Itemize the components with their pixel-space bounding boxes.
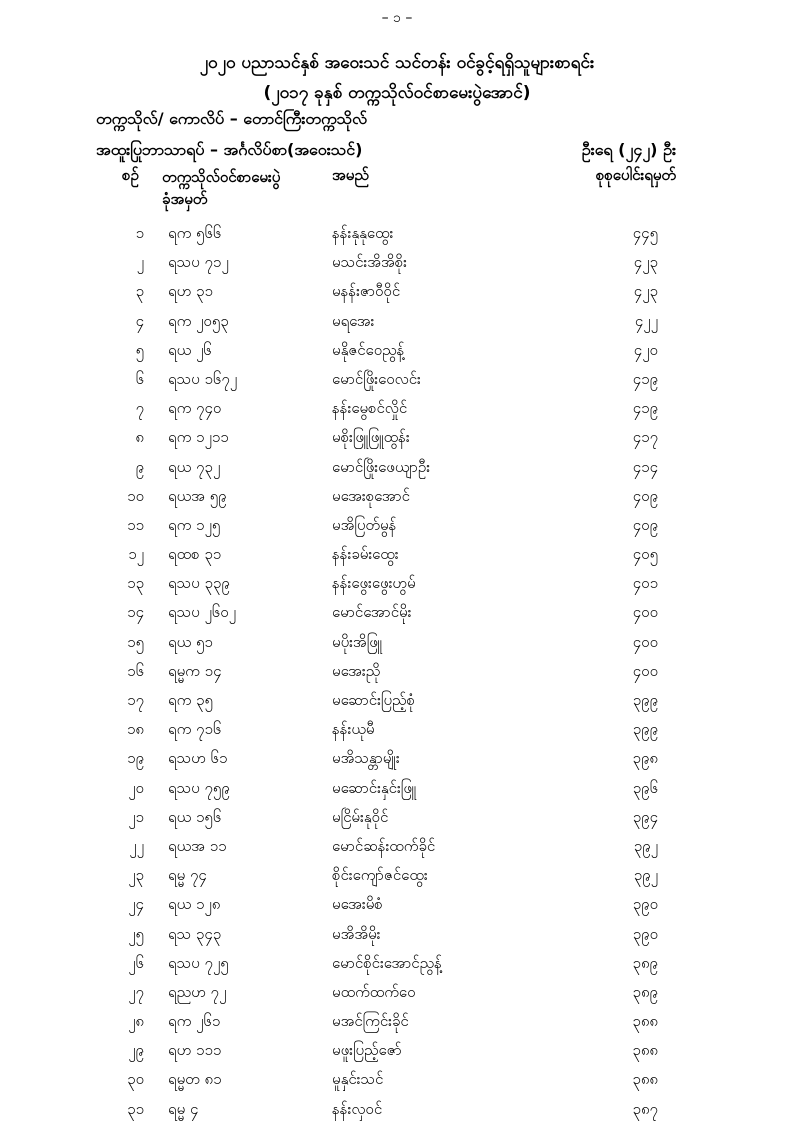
cell-name: မစိုးဖြူဖြူထွန်း	[332, 428, 410, 447]
cell-marks: ၄၀၅	[632, 545, 658, 564]
table-row	[0, 775, 794, 804]
cell-roll: ရသပ ၇၁၂	[168, 253, 229, 272]
cell-roll: ရက ၇၁၆	[168, 720, 222, 739]
cell-name: မသင်းအိအိစိုး	[332, 253, 407, 272]
cell-roll: ရက ၁၂၁၁	[168, 428, 229, 447]
table-row	[0, 1037, 794, 1066]
cell-marks: ၄၁၉	[632, 369, 658, 388]
cell-no: ၁၈	[126, 720, 144, 739]
table-row	[0, 1096, 794, 1125]
cell-no: ၂၈	[128, 1012, 144, 1031]
table-row	[0, 862, 794, 891]
cell-no: ၁၂	[128, 545, 144, 564]
cell-name: မရအေး	[332, 311, 375, 330]
cell-roll: ရယအ ၅၉	[168, 486, 227, 505]
cell-marks: ၄၀၉	[632, 515, 658, 534]
subject-label: အထူးပြုဘာသာရပ် – အင်္ဂလိပ်စာ(အဝေးသင်)	[96, 140, 363, 159]
header-roll	[162, 166, 280, 210]
cell-marks: ၃၉၀	[632, 924, 658, 943]
cell-no: ၁၉	[127, 749, 144, 768]
table-row	[0, 454, 794, 483]
cell-roll: ရက ၂၆၁	[168, 1012, 221, 1031]
cell-marks: ၃၉၉	[632, 691, 658, 709]
cell-roll: ရထစ ၃၁	[168, 545, 222, 564]
cell-name: နန်းဖွေးဖွေးဟွမ်	[332, 574, 416, 593]
table-row	[0, 979, 794, 1008]
cell-roll: ရက ၅၆၆	[168, 224, 222, 242]
cell-marks: ၃၉၉	[632, 720, 658, 739]
cell-no: ၁	[135, 224, 144, 242]
cell-roll: ရမ္မတ ၈၁	[168, 1070, 222, 1089]
table-row	[0, 541, 794, 570]
cell-marks: ၃၉၂	[633, 866, 658, 885]
cell-marks: ၃၈၇	[632, 1099, 658, 1118]
cell-name: မအိအိမိုး	[332, 924, 381, 943]
cell-name: နန်းလှဝင်	[332, 1099, 383, 1118]
cell-name: မငြိမ်းနုဝိုင်	[332, 807, 389, 826]
cell-no: ၂၄	[128, 895, 144, 914]
table-row	[0, 395, 794, 424]
cell-name: မဆောင်းပြည့်စုံ	[332, 691, 415, 709]
cell-roll: ရသပ ၂၆၀၂	[168, 603, 237, 622]
cell-marks: ၄၁၄	[632, 457, 658, 476]
cell-no: ၂၅	[128, 924, 144, 943]
cell-roll: ရမ္မ ၇၄	[168, 866, 207, 885]
table-row	[0, 424, 794, 453]
cell-no: ၇	[135, 399, 144, 418]
table-row	[0, 921, 794, 950]
cell-no: ၃၁	[127, 1099, 144, 1118]
cell-no: ၉	[135, 457, 144, 476]
cell-marks: ၃၈၉	[632, 982, 658, 1001]
cell-marks: ၃၈၈	[632, 1012, 658, 1031]
cell-name: မအေးမိစံ	[332, 895, 383, 914]
table-row	[0, 599, 794, 628]
table-row	[0, 1008, 794, 1037]
cell-marks: ၃၉၈	[632, 749, 658, 768]
cell-name: မောင်ဆန်းထက်ခိုင်	[332, 836, 436, 855]
cell-marks: ၄၁၇	[632, 428, 658, 447]
cell-no: ၈	[135, 428, 144, 447]
page-title: ၂၀၂၀ ပညာသင်နှစ် အဝေးသင် သင်တန်း ဝင်ခွင့်ရရှိသူများစာရင်း	[199, 53, 595, 73]
cell-name: စိုင်းကျော်ဇင်ထွေး	[332, 866, 428, 885]
cell-name: မူနှင်းသင်	[332, 1070, 384, 1089]
cell-name: မနိုဇင်ဝေညွန့်	[332, 340, 405, 359]
cell-marks: ၄၀၀	[632, 603, 658, 622]
cell-marks: ၃၉၆	[632, 778, 658, 797]
cell-roll: ရသပ ၃၃၉	[168, 574, 230, 593]
table-row	[0, 220, 794, 249]
cell-name: မောင်ဖြိုးဝေလင်း	[332, 369, 421, 388]
header-roll-line2: ခုံအမှတ်	[162, 190, 208, 208]
cell-no: ၁၄	[127, 603, 144, 622]
cell-marks: ၃၈၉	[632, 953, 658, 972]
cell-roll: ရယအ ၁၁	[168, 836, 227, 855]
cell-roll: ရယ ၅၁	[168, 632, 213, 651]
cell-no: ၃၀	[127, 1070, 144, 1089]
cell-name: မအိသန္တာမျိုး	[332, 749, 400, 768]
table-body	[0, 220, 794, 1125]
cell-roll: ရသပ ၇၂၅	[168, 953, 229, 972]
table-row	[0, 804, 794, 833]
table-row	[0, 891, 794, 920]
cell-marks: ၃၉၄	[632, 807, 658, 826]
cell-no: ၂၆	[128, 953, 144, 972]
cell-name: မနန်းဇာဝီဝိုင်	[332, 282, 401, 301]
table-row	[0, 1066, 794, 1095]
cell-name: မအေးညို	[332, 661, 381, 680]
cell-no: ၁၅	[127, 632, 144, 651]
header-no: စဉ်	[122, 166, 139, 184]
cell-roll: ရယ ၁၂၈	[168, 895, 221, 914]
cell-name: မောင်စိုင်းအောင်ညွန့်	[332, 953, 442, 972]
cell-no: ၂၁	[128, 807, 144, 826]
cell-roll: ရက ၃၅	[168, 691, 213, 709]
cell-name: နန်းခမ်းထွေး	[332, 545, 399, 564]
cell-roll: ရဟ ၃၁	[168, 282, 213, 301]
table-row	[0, 512, 794, 541]
cell-name: မထက်ထက်ဝေ	[332, 982, 416, 1001]
header-marks: စုစုပေါင်းရမှတ်	[595, 166, 676, 184]
table-row	[0, 833, 794, 862]
cell-marks: ၄၀၉	[632, 486, 658, 505]
table-row	[0, 658, 794, 687]
cell-name: မောင်ဖြိုးဖေယျာဦး	[332, 457, 431, 476]
cell-roll: ရယ ၁၅၆	[168, 807, 222, 826]
table-row	[0, 629, 794, 658]
table-row	[0, 278, 794, 307]
table-row	[0, 716, 794, 745]
cell-marks: ၄၀၀	[632, 661, 658, 680]
table-row	[0, 745, 794, 774]
cell-no: ၄	[135, 311, 144, 330]
cell-roll: ရဟ ၁၁၁	[168, 1041, 222, 1060]
cell-roll: ရယ ၇၃၂	[168, 457, 221, 476]
subject-info	[96, 139, 676, 163]
cell-no: ၁၆	[127, 661, 144, 680]
cell-roll: ရမ္မက ၁၄	[168, 661, 222, 680]
cell-no: ၂၂	[129, 836, 144, 855]
cell-name: မအေးစုအောင်	[332, 486, 410, 505]
cell-no: ၁၃	[127, 574, 144, 593]
cell-no: ၂	[136, 253, 144, 272]
cell-marks: ၃၉၀	[632, 895, 658, 914]
cell-name: မောင်အောင်မိုး	[332, 603, 412, 622]
cell-no: ၁၀	[127, 486, 144, 505]
table-row	[0, 950, 794, 979]
cell-no: ၂၇	[128, 982, 144, 1001]
cell-name: နန်းမွေစင်လှိုင်	[332, 399, 408, 418]
cell-no: ၂၀	[128, 778, 144, 797]
cell-no: ၂၉	[128, 1041, 144, 1060]
cell-marks: ၃၈၈	[632, 1041, 658, 1060]
table-row	[0, 337, 794, 366]
cell-marks: ၃၉၂	[633, 836, 658, 855]
cell-roll: ရသပ ၇၅၉	[168, 778, 230, 797]
cell-marks: ၄၀၁	[632, 574, 658, 593]
cell-name: မအိပြတ်မွန်	[332, 515, 397, 534]
cell-roll: ရသ ၃၄၃	[168, 924, 222, 943]
cell-roll: ရက ၂၀၅၃	[168, 311, 229, 330]
cell-marks: ၄၂၀	[633, 340, 658, 359]
cell-roll: ရက ၁၂၅	[168, 515, 221, 534]
cell-no: ၁၇	[127, 691, 144, 709]
cell-marks: ၄၄၅	[632, 224, 658, 242]
cell-roll: ရမ္မ ၄	[168, 1099, 199, 1118]
cell-marks: ၄၂၃	[633, 282, 658, 301]
university-label: တက္ကသိုလ်/ ကောလိပ် – ‌တောင်ကြီးတက္ကသိုလ်	[96, 109, 368, 128]
page-number: – ၁ –	[381, 10, 413, 26]
cell-roll: ရသပ ၁၆၇၂	[168, 369, 238, 388]
cell-no: ၅	[135, 340, 144, 359]
table-row	[0, 687, 794, 716]
cell-marks: ၄၂၂	[634, 311, 658, 330]
cell-name: မဖူးပြည့်ဇော်	[332, 1041, 402, 1060]
count-label: ဦးရေ (၂၄၂) ဦး	[581, 140, 676, 159]
header-roll-line1: တက္ကသိုလ်ဝင်စာမေးပွဲ	[162, 168, 281, 186]
cell-name: နန်းယုမီ	[332, 720, 375, 739]
cell-no: ၃	[135, 282, 144, 301]
cell-roll: ရသဟ ၆၁	[168, 749, 228, 768]
cell-marks: ၄၂၃	[633, 253, 658, 272]
cell-name: မပိုးအိဖြူ	[332, 632, 383, 651]
cell-roll: ရယ ၂၆	[168, 340, 212, 359]
table-row	[0, 483, 794, 512]
cell-no: ၂၃	[128, 866, 144, 885]
cell-marks: ၄၀၀	[632, 632, 658, 651]
cell-no: ၆	[135, 369, 144, 388]
table-row	[0, 308, 794, 337]
cell-name: မအင်ကြင်းခိုင်	[332, 1012, 409, 1031]
table-row	[0, 570, 794, 599]
cell-name: မဆောင်းနှင်းဖြူ	[332, 778, 417, 797]
cell-marks: ၃၈၈	[632, 1070, 658, 1089]
cell-name: နန်းနုနုထွေး	[332, 224, 394, 242]
cell-no: ၁၁	[127, 515, 144, 534]
cell-marks: ၄၁၉	[632, 399, 658, 418]
cell-roll: ရက ၇၄၀	[168, 399, 222, 418]
table-row	[0, 366, 794, 395]
cell-roll: ရညဟ ၇၂	[168, 982, 227, 1001]
header-name: အမည်	[332, 166, 369, 184]
table-row	[0, 249, 794, 278]
page-subtitle: (၂၀၁၇ ခုနှစ် တက္ကသိုလ်ဝင်စာမေးပွဲအောင်)	[263, 83, 531, 103]
